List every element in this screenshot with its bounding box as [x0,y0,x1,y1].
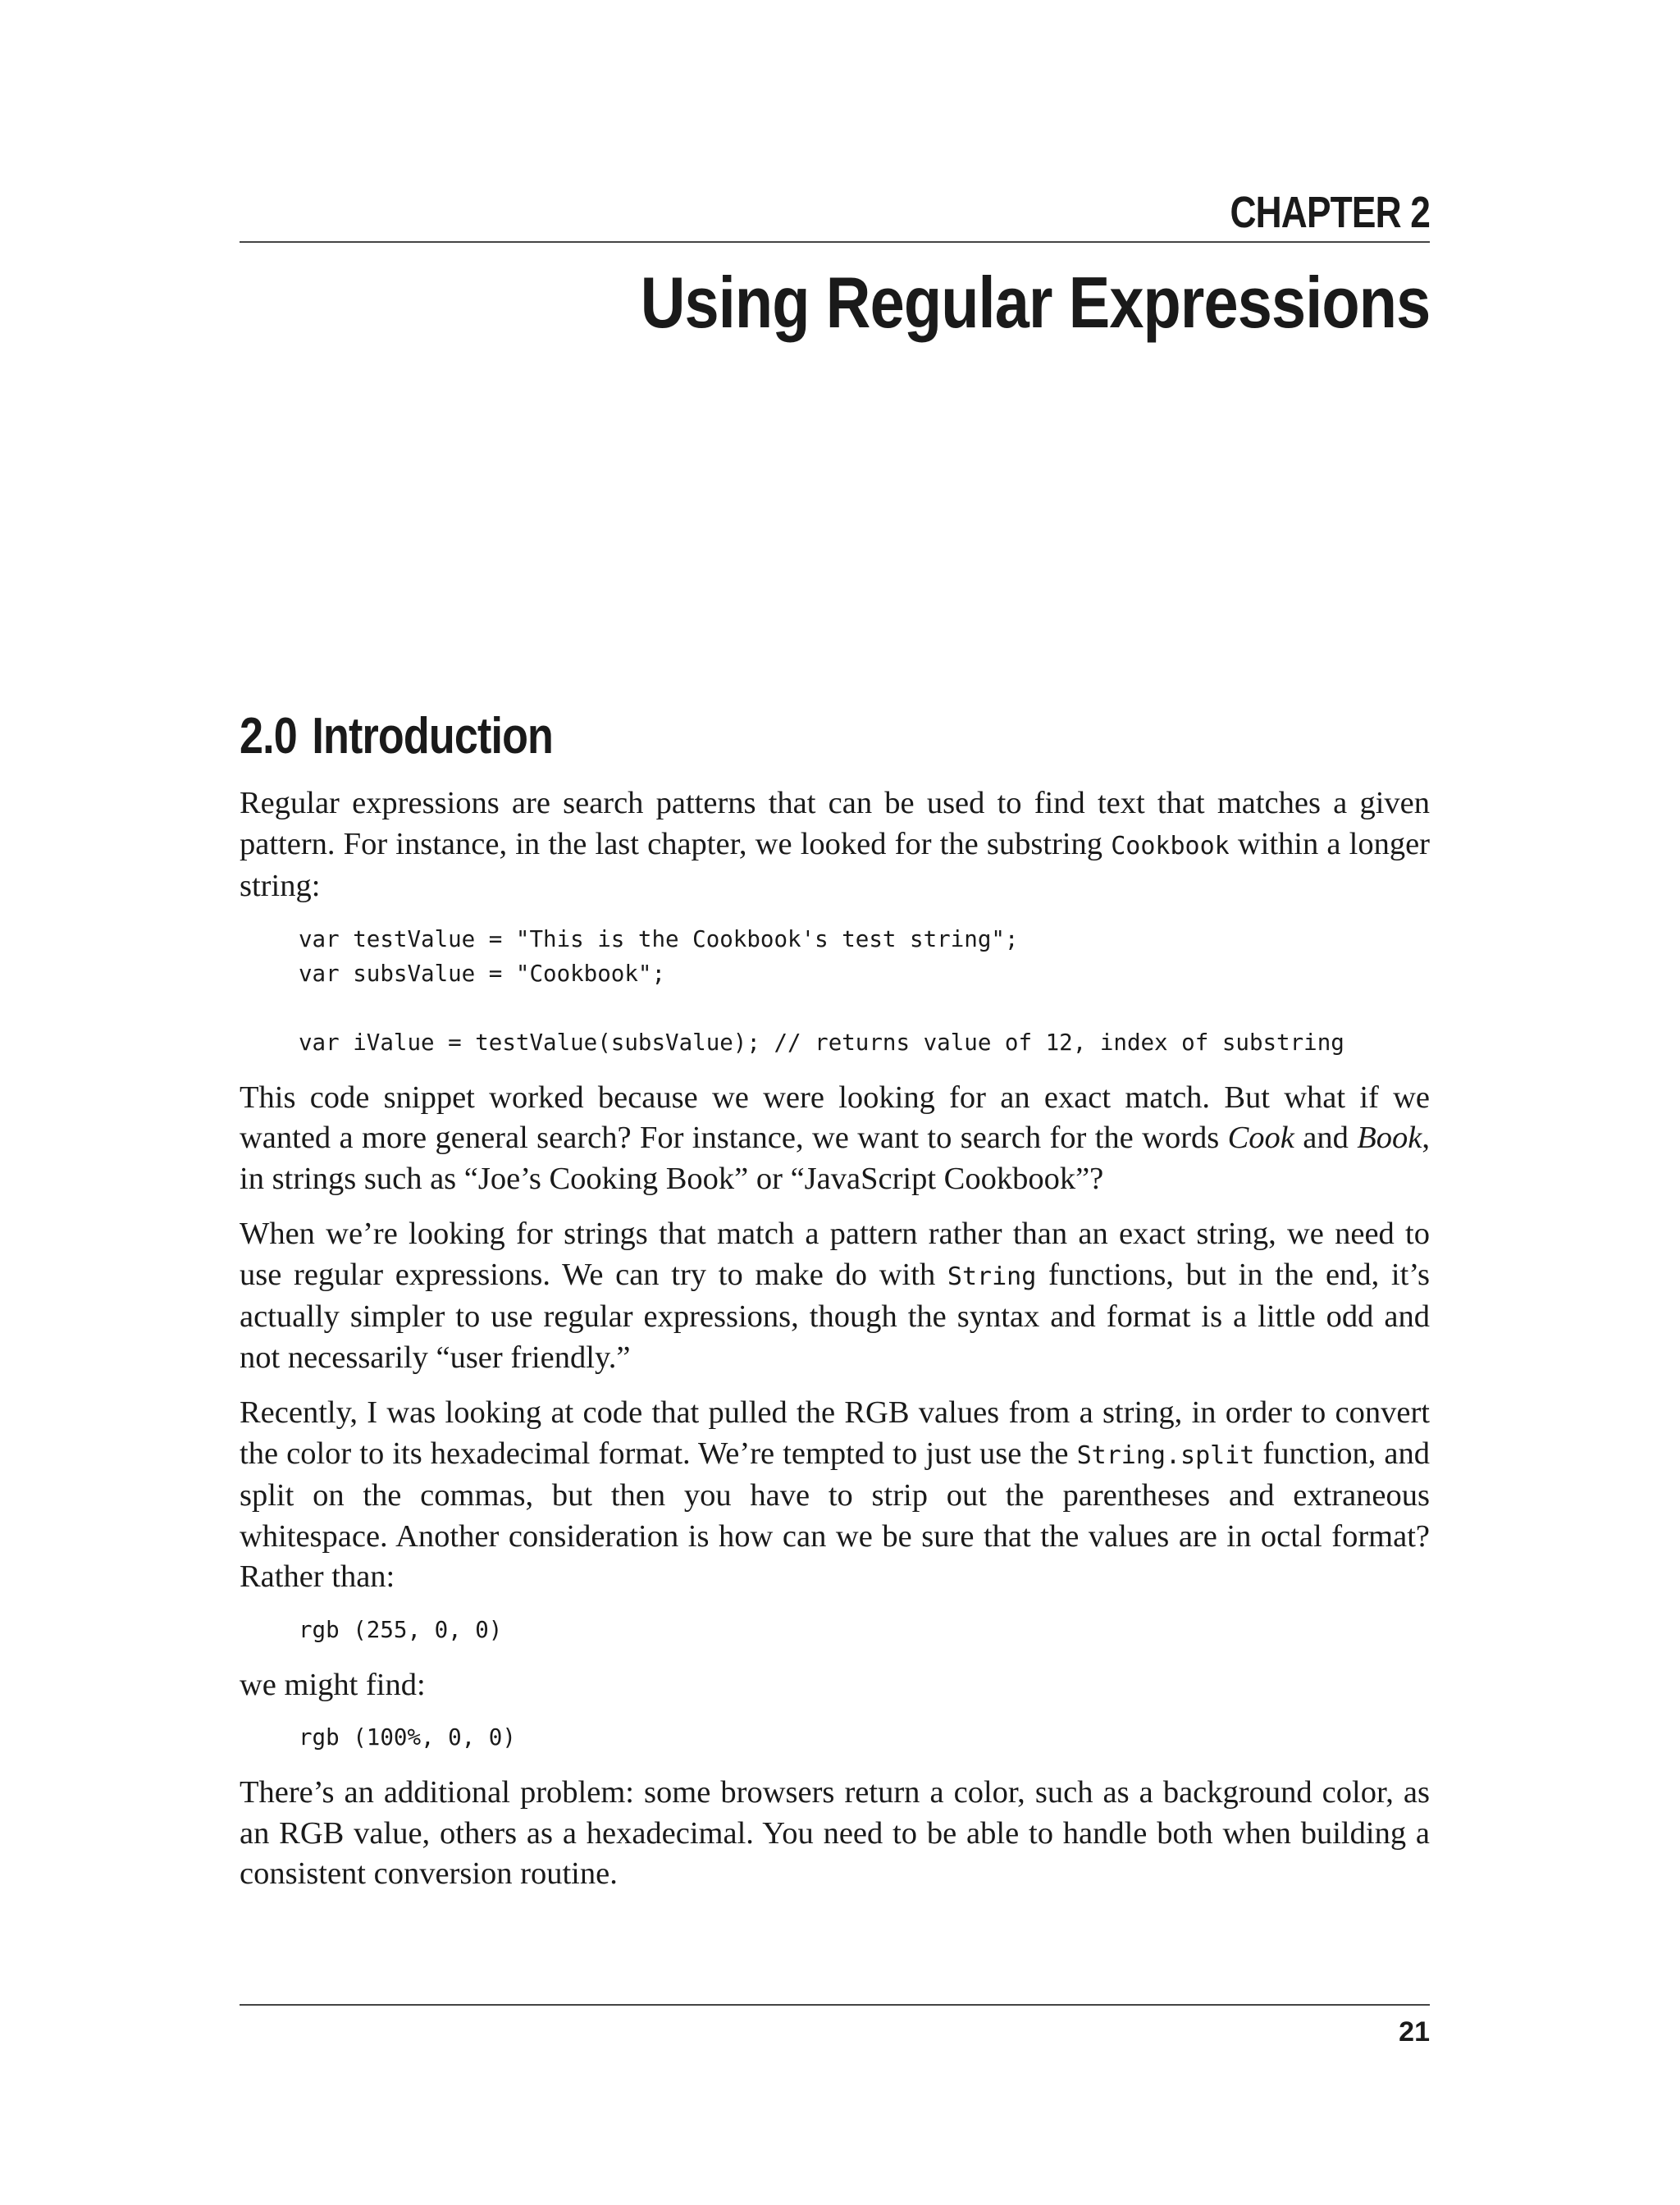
section-heading [240,707,553,765]
section-number: 2.0 [240,708,297,765]
paragraph-4-text-b: function, and split on the commas, but then you have to strip out the parentheses and extraneous whitespace. Another consideration is how can we be sure that the values are in octal format? Rather than: [240,1436,1431,1594]
paragraph-5: we might find: [240,1667,426,1702]
code-line-1: var testValue = "This is the Cookbook's test string"; [299,925,1019,952]
inline-code-string: String [947,1262,1037,1291]
code-line-2: var subsValue = "Cookbook"; [299,960,666,987]
chapter-title: Using Regular Expressions [640,262,1430,343]
paragraph-1 [240,783,1430,907]
code-line-3: var iValue = testValue(subsValue); // returns value of 12, index of substring [299,1029,1344,1056]
body-text [240,783,1430,1910]
emphasis-book: Book [1357,1121,1422,1155]
paragraph-2-text-a: This code snippet worked because we were looking for an exact match. But what if we wanted a more general search? For instance, we want to search for the words [240,1080,1430,1155]
paragraph-2-text-c: , in strings such as “Joe’s Cooking Book” or “JavaScript Cookbook”? [240,1121,1430,1196]
paragraph-3-text-b: functions, but in the end, it’s actually simpler to use regular expressions, though the syntax and format is a little odd and not necessarily “user friendly.” [240,1257,1430,1375]
code-block-3: rgb (100%, 0, 0) [299,1724,516,1751]
paragraph-3 [240,1214,1430,1378]
paragraph-1-text-a: Regular expressions are search patterns that can be used to find text that matches a given pattern. For instance, in the last chapter, we looked for the substring [240,786,1430,861]
inline-code-cookbook: Cookbook [1111,831,1230,861]
paragraph-6: There’s an additional problem: some browsers return a color, such as a background color, as an RGB value, others as a hexadecimal. You need to be able to handle both when building a consistent conversion routine. [240,1775,1430,1891]
inline-code-string-split: String.split [1076,1440,1255,1470]
footer-rule [240,2004,1430,2006]
emphasis-cook: Cook [1227,1121,1294,1155]
paragraph-2-text-b: and [1294,1121,1358,1155]
page-number: 21 [1399,2016,1430,2048]
code-block-1 [299,922,1430,1060]
paragraph-1-text-b: within a longer string: [240,826,1430,903]
code-block-2: rgb (255, 0, 0) [299,1616,503,1643]
paragraph-4 [240,1393,1430,1598]
section-title: Introduction [312,708,554,765]
paragraph-3-text-a: When we’re looking for strings that match a pattern rather than an exact string, we need to use regular expressions. We can try to make do with [240,1217,1430,1292]
paragraph-2 [240,1078,1430,1200]
chapter-label: CHAPTER 2 [1230,188,1430,237]
chapter-rule [240,241,1430,243]
paragraph-4-text-a: Recently, I was looking at code that pulled the RGB values from a string, in order to convert the color to its hexadecimal format. We’re tempted to just use the [240,1395,1430,1471]
